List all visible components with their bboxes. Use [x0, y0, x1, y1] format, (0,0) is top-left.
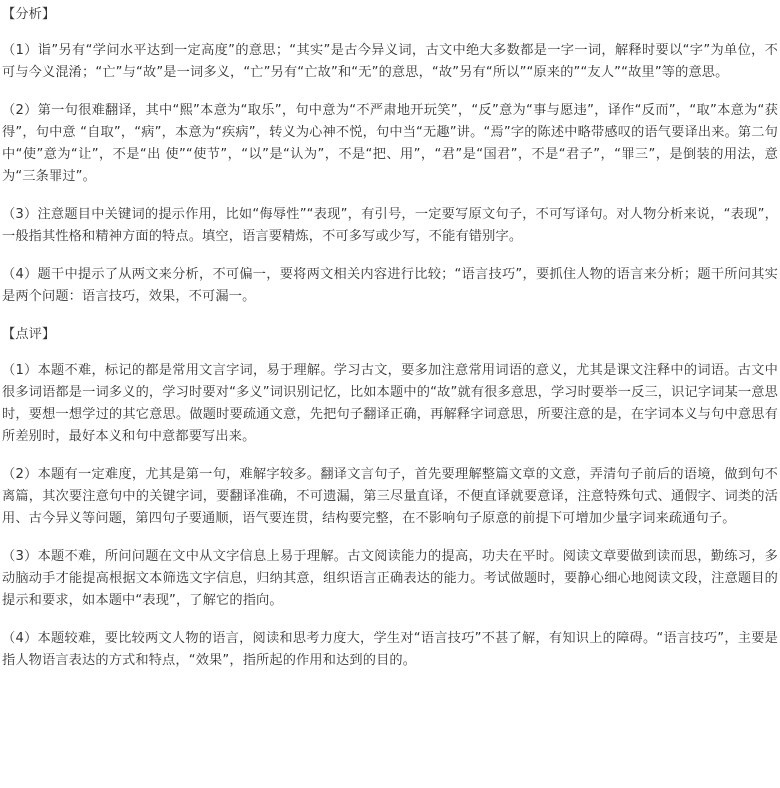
analysis-heading: 【分析】 [2, 7, 56, 22]
analysis-paragraph-2: （2）第一句很难翻译，其中“熙”本意为“取乐”，句中意为“不严肃地开玩笑”，“反”意为“事与愿违”，译作“反而”，“取”本意为“获得”，句中意 “自取”，“病”，本意为“疾病”，转义为心神不悦，句中当“无趣”讲。“焉”字的陈述中略带感叹的语气要译出来。第二句中“使”意为“让”，不是“出 使”“使节”，“以”是“认为”，不是“把、用”，“君”是“国君”，不是“君子”，“罪三”，是倒装的用法，意为“三条罪过”。 [2, 103, 778, 184]
comment-heading: 【点评】 [2, 327, 56, 342]
analysis-section [2, 4, 778, 308]
comment-paragraph-1: （1）本题不难，标记的都是常用文言字词，易于理解。学习古文，要多加注意常用词语的意义，尤其是课文注释中的词语。古文中很多词语都是一词多义的，学习时要对“多义”词识别记忆，比如本题中的“故”就有很多意思，学习时要举一反三，识记字词某一意思时，要想一想学过的其它意思。做题时要疏通文意，先把句子翻译正确，再解释字词意思，所要注意的是，在字词本义与句中意思有所差别时，最好本义和句中意都要写出来。 [2, 363, 778, 444]
analysis-paragraph-1: （1）诣”另有“学问水平达到一定高度”的意思；“其实”是古今异义词，古文中绝大多数都是一字一词，解释时要以“字”为单位，不可与今义混淆；“亡”与“故”是一词多义，“亡”另有“亡故”和“无”的意思，“故”另有“所以”“原来的”“友人”“故里”等的意思。 [2, 43, 778, 80]
analysis-paragraph-3: （3）注意题目中关键词的提示作用，比如“侮辱性”“表现”，有引号，一定要写原文句子，不可写译句。对人物分析来说，“表现”，一般指其性格和精神方面的特点。填空，语言要精炼，不可多写或少写，不能有错别字。 [2, 207, 778, 244]
comment-paragraph-3: （3）本题不难，所问问题在文中从文字信息上易于理解。古文阅读能力的提高，功夫在平时。阅读文章要做到读而思，勤练习，多动脑动手才能提高根据文本筛选文字信息，归纳其意，组织语言正确表达的能力。考试做题时，要静心细心地阅读文段，注意题目的提示和要求，如本题中“表现”，了解它的指向。 [2, 549, 778, 608]
analysis-paragraph-4: （4）题干中提示了从两文来分析，不可偏一，要将两文相关内容进行比较；“语言技巧”，要抓住人物的语言来分析；题干所问其实是两个问题：语言技巧，效果，不可漏一。 [2, 267, 778, 304]
comment-paragraph-2: （2）本题有一定难度，尤其是第一句，难解字较多。翻译文言句子，首先要理解整篇文章的文意，弄清句子前后的语境，做到句不离篇，其次要注意句中的关键字词，要翻译准确，不可遗漏，第三尽量直译，不便直译就要意译，注意特殊句式、通假字、词类的活用、古今异义等问题，第四句子要通顺，语气要连贯，结构要完整，在不影响句子原意的前提下可增加少量字词来疏通句子。 [2, 467, 778, 526]
comment-section [2, 324, 778, 672]
comment-paragraph-4: （4）本题较难，要比较两文人物的语言，阅读和思考力度大，学生对“语言技巧”不甚了解，有知识上的障碍。“语言技巧”，主要是指人物语言表达的方式和特点，“效果”，指所起的作用和达到的目的。 [2, 631, 778, 668]
